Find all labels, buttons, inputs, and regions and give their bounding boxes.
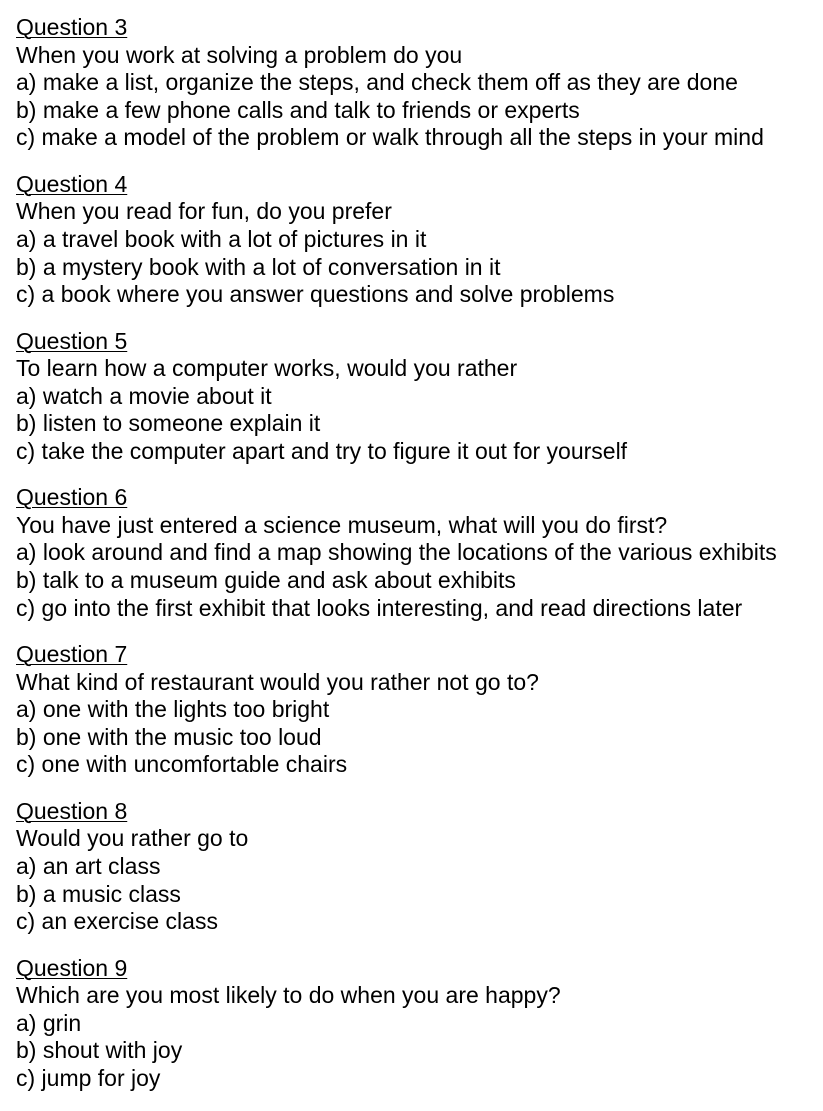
question-heading: Question 4 [16,170,128,197]
answer-option-b: b) a mystery book with a lot of conversation in it [16,253,501,280]
answer-option-c: c) make a model of the problem or walk through all the steps in your mind [16,124,764,151]
answer-option-b: b) a music class [16,880,181,907]
question-prompt: To learn how a computer works, would you rather [16,355,518,382]
answer-option-a: a) a travel book with a lot of pictures in it [16,225,427,252]
answer-option-c: c) one with uncomfortable chairs [16,751,348,778]
answer-option-b: b) talk to a museum guide and ask about exhibits [16,567,516,594]
answer-option-a: a) watch a movie about it [16,382,272,409]
question-prompt: Would you rather go to [16,825,249,852]
answer-option-a: a) grin [16,1009,82,1036]
answer-option-a: a) make a list, organize the steps, and check them off as they are done [16,69,738,96]
question-heading: Question 6 [16,484,128,511]
answer-option-a: a) an art class [16,853,161,880]
answer-option-c: c) a book where you answer questions and solve problems [16,281,615,308]
question-heading: Question 9 [16,954,128,981]
question-block-4 [16,171,816,309]
answer-option-b: b) shout with joy [16,1037,183,1064]
question-prompt: When you read for fun, do you prefer [16,198,392,225]
question-heading: Question 7 [16,641,128,668]
question-heading: Question 8 [16,797,128,824]
question-heading: Question 5 [16,327,128,354]
question-prompt: What kind of restaurant would you rather not go to? [16,668,539,695]
question-block-6 [16,484,816,622]
answer-option-a: a) one with the lights too bright [16,696,330,723]
question-block-9 [16,955,816,1093]
question-block-7 [16,641,816,779]
answer-option-b: b) listen to someone explain it [16,410,321,437]
question-block-8 [16,798,816,936]
answer-option-c: c) take the computer apart and try to figure it out for yourself [16,437,628,464]
question-block-5 [16,328,816,466]
question-prompt: When you work at solving a problem do you [16,41,463,68]
question-prompt: Which are you most likely to do when you are happy? [16,982,561,1009]
questionnaire-page [16,14,816,1111]
answer-option-b: b) one with the music too loud [16,723,322,750]
question-block-3 [16,14,816,152]
answer-option-a: a) look around and find a map showing the locations of the various exhibits [16,539,777,566]
answer-option-c: c) go into the first exhibit that looks interesting, and read directions later [16,594,743,621]
answer-option-c: c) jump for joy [16,1064,161,1091]
question-prompt: You have just entered a science museum, what will you do first? [16,511,668,538]
answer-option-c: c) an exercise class [16,908,218,935]
question-heading: Question 3 [16,14,128,40]
answer-option-b: b) make a few phone calls and talk to friends or experts [16,96,580,123]
